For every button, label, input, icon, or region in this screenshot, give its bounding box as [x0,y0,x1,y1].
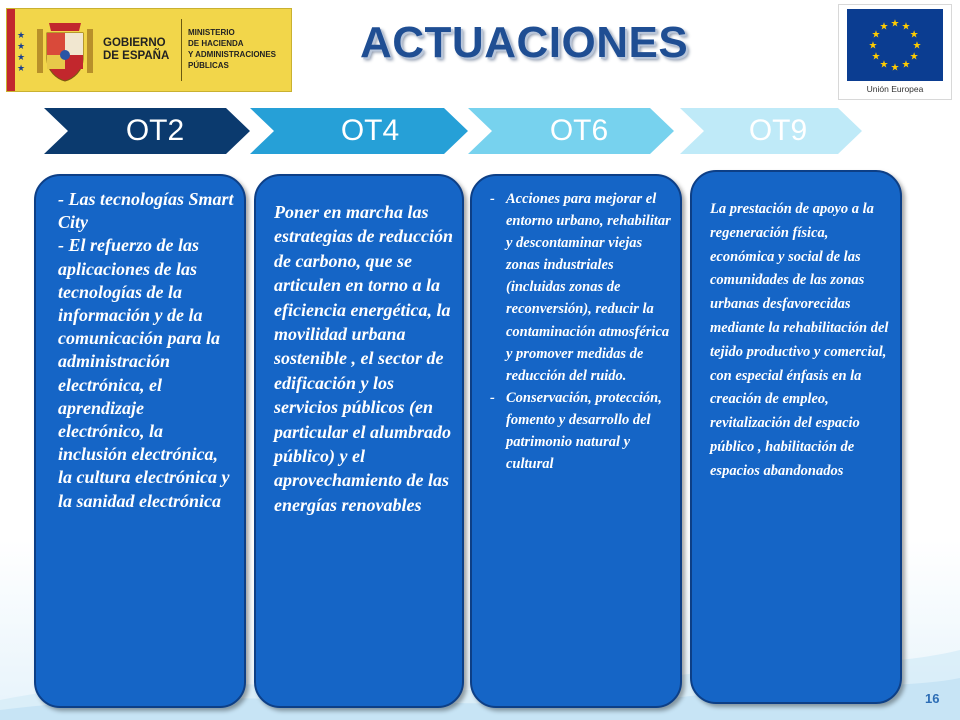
gobierno-label: GOBIERNO DE ESPAÑA [103,37,170,62]
eu-star-icon: ★ [890,18,900,30]
ministerio-line: DE HACIENDA [188,39,244,48]
eu-star-icon: ★ [909,29,919,41]
eu-star-icon: ★ [879,59,889,71]
logo-stars-icon: ★ ★ ★ ★ [17,31,26,74]
ministerio-line: Y ADMINISTRACIONES [188,50,277,59]
eu-star-icon: ★ [901,59,911,71]
ot2-line: - Las tecnologías Smart City [58,189,234,233]
ot9-description-box [690,170,902,704]
ot4-description-box [254,174,464,708]
page-number: 16 [925,691,940,706]
eu-star-icon: ★ [901,21,911,33]
ot6-description-box [470,174,682,708]
ministerio-line: MINISTERIO [188,28,235,37]
ot9-text: La prestación de apoyo a la regeneración física, económica y social de las comunidades de las zonas urbanas desfavorecidas mediante la rehabilitación del tejido productivo y comercial, con especial énfasis en la creación de empleo, revitalización del espacio público , habilitación de espacios abandonados [710,201,889,479]
ot6-list-item [490,387,672,475]
list-dash: - [490,191,495,207]
chevron-label-ot9: OT9 [748,114,808,147]
list-dash: - [490,389,495,406]
ot6-list-item [490,188,672,387]
ot6-item-text: Conservación, protección, fomento y desarrollo del patrimonio natural y cultural [506,389,662,473]
eu-star-icon: ★ [871,51,881,63]
ot6-item-text: Acciones para mejorar el entorno urbano, rehabilitar y descontaminar viejas zonas industriales (incluidas zonas de reconversión), reducir la contaminación atmosférica y promover medidas de reducción del ruido. [506,191,671,384]
ot4-text: Poner en marcha las estrategias de reducción de carbono, que se articulen en torno a la eficiencia energética, la movilidad urbana sostenible , el sector de edificación y los servicios públicos (en particular el alumbrado público) y el aprovechamiento de las energías renovables [274,202,453,515]
eu-star-icon: ★ [879,21,889,33]
ministerio-line: PÚBLICAS [188,61,229,70]
chevron-label-ot4: OT4 [340,114,400,147]
eu-star-icon: ★ [909,51,919,63]
ot2-line: - El refuerzo de las aplicaciones de las tecnologías de la información y de la comunicación para la administración electrónica, el aprendizaje electrónico, la inclusión electrónica, la cultura electrónica y la sanidad electrónica [58,235,230,511]
chevron-label-ot6: OT6 [549,114,609,147]
page-title: ACTUACIONES [360,18,689,67]
eu-caption: Unión Europea [866,84,924,94]
chevron-label-ot2: OT2 [125,114,185,147]
eu-star-icon: ★ [868,40,878,52]
eu-star-icon: ★ [871,29,881,41]
eu-star-icon: ★ [890,62,900,74]
eu-star-icon: ★ [912,40,922,52]
ot2-description-box [34,174,246,708]
